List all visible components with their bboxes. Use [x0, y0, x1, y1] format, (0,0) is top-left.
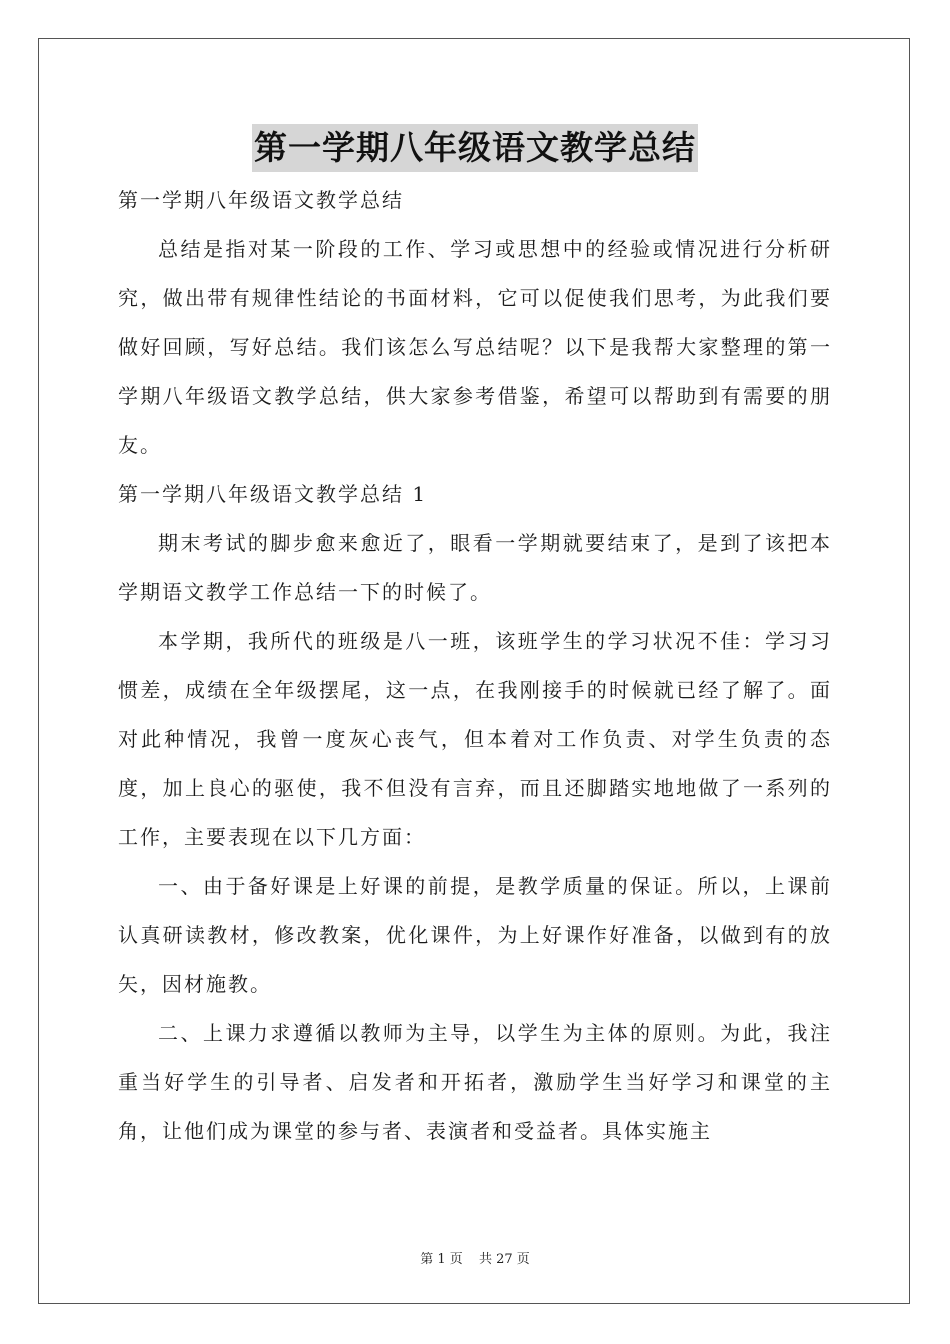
page-total: 共 27 页	[478, 1252, 530, 1267]
paragraph: 二、上课力求遵循以教师为主导，以学生为主体的原则。为此，我注重当好学生的引导者、启发者和开拓者，激励学生当好学习和课堂的主角，让他们成为课堂的参与者、表演者和受益者。具体实施主	[118, 1021, 832, 1143]
paragraph: 本学期，我所代的班级是八一班，该班学生的学习状况不佳：学习习惯差，成绩在全年级摆尾，这一点，在我刚接手的时候就已经了解了。面对此种情况，我曾一度灰心丧气，但本着对工作负责、对学生负责的态度，加上良心的驱使，我不但没有言弃，而且还脚踏实地地做了一系列的工作，主要表现在以下几方面：	[118, 629, 832, 849]
document-title: 第一学期八年级语文教学总结	[252, 124, 698, 172]
paragraph: 一、由于备好课是上好课的前提，是教学质量的保证。所以，上课前认真研读教材，修改教案，优化课件，为上好课作好准备，以做到有的放矢，因材施教。	[118, 874, 832, 996]
page-number: 第 1 页	[420, 1252, 463, 1267]
section-heading: 第一学期八年级语文教学总结 1	[118, 482, 428, 506]
title-container	[0, 124, 950, 172]
document-body	[118, 176, 832, 1156]
section-heading: 第一学期八年级语文教学总结	[118, 188, 404, 212]
paragraph: 总结是指对某一阶段的工作、学习或思想中的经验或情况进行分析研究，做出带有规律性结论的书面材料，它可以促使我们思考，为此我们要做好回顾，写好总结。我们该怎么写总结呢？以下是我帮大家整理的第一学期八年级语文教学总结，供大家参考借鉴，希望可以帮助到有需要的朋友。	[118, 237, 832, 457]
page-footer	[0, 1248, 950, 1267]
paragraph: 期末考试的脚步愈来愈近了，眼看一学期就要结束了，是到了该把本学期语文教学工作总结一下的时候了。	[118, 531, 832, 604]
